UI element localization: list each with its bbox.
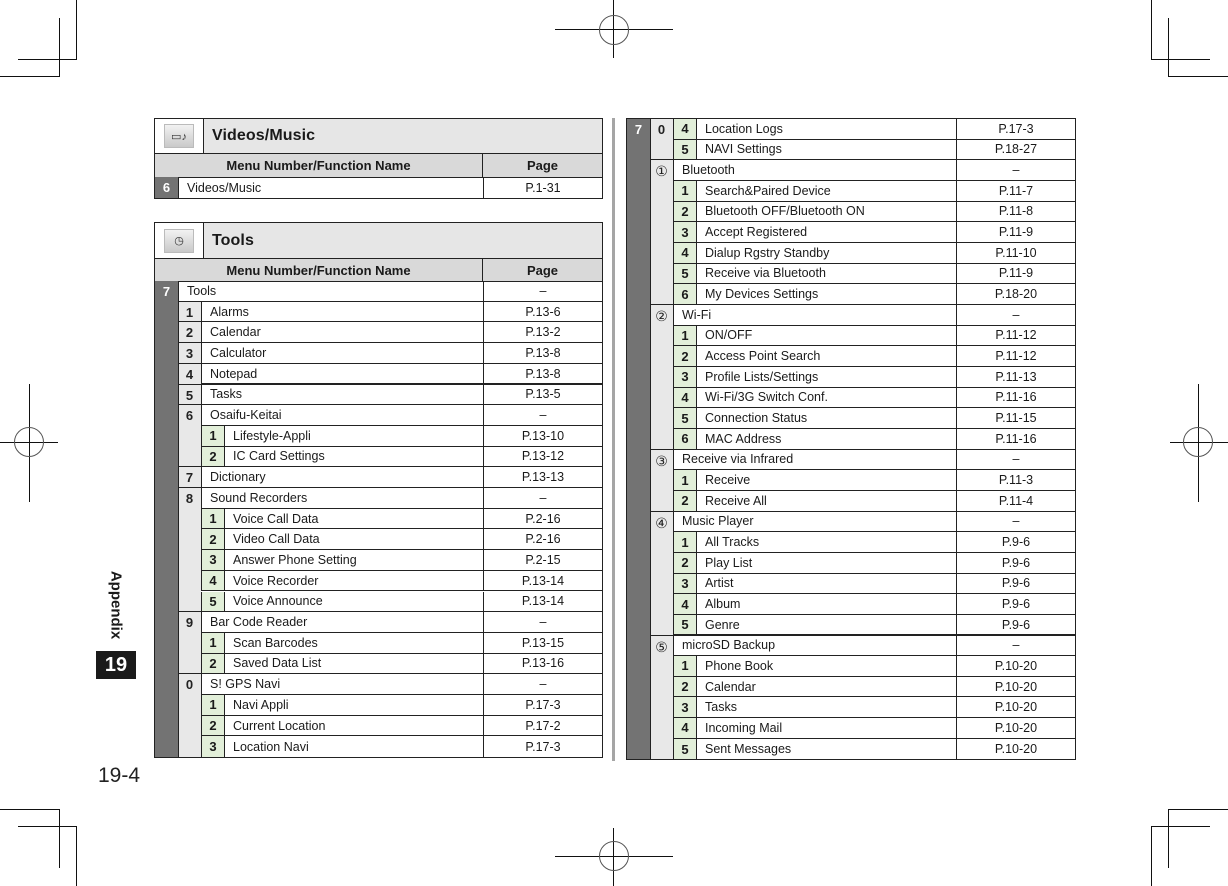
- table-row: [201, 716, 602, 737]
- submenu-number: 4: [201, 571, 224, 592]
- function-name: Calendar: [201, 322, 483, 343]
- function-name: Search&Paired Device: [696, 181, 956, 202]
- function-name: Video Call Data: [224, 529, 483, 550]
- submenu-number: 3: [201, 736, 224, 757]
- table-row: [201, 385, 602, 406]
- function-name: Receive All: [696, 491, 956, 512]
- function-name: Osaifu-Keitai: [201, 405, 483, 426]
- menu-number: ③: [655, 452, 668, 469]
- submenu-number: 1: [673, 656, 696, 677]
- tools-table: [154, 281, 603, 758]
- page-ref: P.18-27: [956, 140, 1075, 161]
- table-row: [201, 447, 602, 468]
- function-name: Album: [696, 594, 956, 615]
- function-name: Bluetooth: [673, 160, 956, 181]
- table-row: [201, 571, 602, 592]
- page-ref: P.11-4: [956, 491, 1075, 512]
- table-row: [201, 467, 602, 488]
- submenu-number: 3: [673, 574, 696, 595]
- function-name: Receive via Bluetooth: [696, 264, 956, 285]
- menu-number: ④: [655, 514, 668, 531]
- function-name: Tasks: [201, 385, 483, 406]
- function-name: Wi-Fi: [673, 305, 956, 326]
- table-row: [673, 553, 1075, 574]
- clock-icon: ◷: [164, 229, 194, 253]
- menu-number: 6: [185, 408, 194, 424]
- function-name: Answer Phone Setting: [224, 550, 483, 571]
- page-ref: P.11-7: [956, 181, 1075, 202]
- function-name: Current Location: [224, 716, 483, 737]
- table-row: [201, 405, 602, 426]
- page-ref: –: [483, 674, 602, 695]
- table-row: [201, 654, 602, 675]
- submenu-number: 6: [673, 429, 696, 450]
- submenu-number: 3: [673, 697, 696, 718]
- submenu-number: 1: [673, 470, 696, 491]
- column-header-row: [154, 259, 603, 282]
- submenu-number: 1: [673, 181, 696, 202]
- function-name: Sound Recorders: [201, 488, 483, 509]
- menu-number: 2: [185, 325, 194, 341]
- table-row: [673, 429, 1075, 450]
- page-ref: P.13-8: [483, 343, 602, 364]
- function-name: NAVI Settings: [696, 140, 956, 161]
- submenu-number: 3: [673, 367, 696, 388]
- page-ref: P.10-20: [956, 718, 1075, 739]
- function-name: Saved Data List: [224, 654, 483, 675]
- table-row: [673, 367, 1075, 388]
- function-name: Receive: [696, 470, 956, 491]
- table-row: [673, 677, 1075, 698]
- function-name: Navi Appli: [224, 695, 483, 716]
- table-row: [673, 119, 1075, 140]
- menu-number: 4: [185, 366, 194, 382]
- page-ref: P.11-12: [956, 326, 1075, 347]
- table-row: [201, 509, 602, 530]
- table-row: [673, 264, 1075, 285]
- submenu-number: 5: [673, 739, 696, 760]
- table-row: [201, 612, 602, 633]
- table-row: [201, 550, 602, 571]
- table-row: [201, 302, 602, 323]
- function-name: Alarms: [201, 302, 483, 323]
- table-row: [201, 633, 602, 654]
- page-ref: P.11-13: [956, 367, 1075, 388]
- submenu-number: 3: [673, 222, 696, 243]
- page-ref: P.18-20: [956, 284, 1075, 305]
- page-ref: –: [956, 512, 1075, 533]
- submenu-number: 4: [673, 243, 696, 264]
- video-music-icon: ▭♪: [164, 124, 194, 148]
- page-ref: P.13-14: [483, 571, 602, 592]
- submenu-number: 6: [673, 284, 696, 305]
- table-row: [201, 364, 602, 385]
- page-ref: P.11-10: [956, 243, 1075, 264]
- menu-number: 7: [185, 470, 194, 486]
- table-row: [673, 243, 1075, 264]
- table-row: [673, 718, 1075, 739]
- table-row: [673, 532, 1075, 553]
- function-name: Artist: [696, 574, 956, 595]
- submenu-number: 2: [673, 553, 696, 574]
- page-ref: P.13-12: [483, 447, 602, 468]
- page-ref: –: [956, 160, 1075, 181]
- page-ref: P.10-20: [956, 739, 1075, 760]
- submenu-number: 1: [201, 509, 224, 530]
- section-header-tools: [154, 222, 603, 259]
- function-name: Play List: [696, 553, 956, 574]
- function-name: Calculator: [201, 343, 483, 364]
- table-row: [673, 574, 1075, 595]
- page-ref: P.11-16: [956, 429, 1075, 450]
- page-ref: P.2-15: [483, 550, 602, 571]
- submenu-number: 2: [673, 346, 696, 367]
- table-row: [673, 388, 1075, 409]
- function-name: Scan Barcodes: [224, 633, 483, 654]
- function-name: My Devices Settings: [696, 284, 956, 305]
- function-name: Profile Lists/Settings: [696, 367, 956, 388]
- function-name: Access Point Search: [696, 346, 956, 367]
- function-name: Voice Announce: [224, 592, 483, 613]
- table-row: [201, 529, 602, 550]
- menu-number: 7: [634, 122, 643, 137]
- page-ref: P.11-3: [956, 470, 1075, 491]
- section-title: Videos/Music: [212, 127, 316, 144]
- page-ref: –: [483, 281, 602, 302]
- table-row: [673, 160, 1075, 181]
- function-name: microSD Backup: [673, 636, 956, 657]
- submenu-number: 1: [673, 326, 696, 347]
- menu-number: 7: [162, 284, 171, 299]
- submenu-number: 2: [673, 677, 696, 698]
- submenu-number: 4: [673, 388, 696, 409]
- submenu-number: 2: [201, 654, 224, 675]
- submenu-number: 1: [201, 426, 224, 447]
- level1-bar: [627, 119, 650, 759]
- page-ref: –: [956, 450, 1075, 471]
- function-name: Tasks: [696, 697, 956, 718]
- page-ref: P.9-6: [956, 615, 1075, 636]
- function-name: Connection Status: [696, 408, 956, 429]
- table-row: [673, 408, 1075, 429]
- submenu-number: 3: [201, 550, 224, 571]
- page-ref: P.11-9: [956, 222, 1075, 243]
- page-ref: P.17-3: [956, 119, 1075, 140]
- table-row: [673, 615, 1075, 636]
- function-name: Tools: [178, 281, 483, 302]
- function-name: Wi-Fi/3G Switch Conf.: [696, 388, 956, 409]
- page-ref: P.11-12: [956, 346, 1075, 367]
- submenu-number: 2: [201, 716, 224, 737]
- column-divider: [612, 118, 615, 761]
- page-ref: P.11-8: [956, 202, 1075, 223]
- table-row: [673, 284, 1075, 305]
- table-row: [673, 636, 1075, 657]
- page-ref: P.13-5: [483, 385, 602, 406]
- function-name: Notepad: [201, 364, 483, 385]
- table-row: [673, 594, 1075, 615]
- chapter-number-tab: 19: [96, 651, 136, 679]
- submenu-number: 5: [673, 140, 696, 161]
- submenu-number: 5: [673, 264, 696, 285]
- page-ref: –: [956, 636, 1075, 657]
- page-ref: P.9-6: [956, 574, 1075, 595]
- page-ref: P.13-15: [483, 633, 602, 654]
- submenu-number: 4: [673, 718, 696, 739]
- page-ref: –: [483, 488, 602, 509]
- page-ref: P.2-16: [483, 509, 602, 530]
- submenu-number: 4: [673, 119, 696, 140]
- page-ref: –: [956, 305, 1075, 326]
- page-ref: P.13-2: [483, 322, 602, 343]
- submenu-number: 2: [201, 447, 224, 468]
- page-ref: P.17-3: [483, 695, 602, 716]
- page-ref: P.10-20: [956, 656, 1075, 677]
- page-ref: P.13-8: [483, 364, 602, 385]
- tools-continued-table: [626, 118, 1076, 760]
- table-row: [673, 491, 1075, 512]
- function-name: S! GPS Navi: [201, 674, 483, 695]
- menu-number: 5: [185, 387, 194, 403]
- submenu-number: 5: [673, 615, 696, 636]
- table-row: [673, 739, 1075, 760]
- table-row: [155, 177, 602, 198]
- submenu-number: 1: [673, 532, 696, 553]
- page-ref: P.11-16: [956, 388, 1075, 409]
- table-row: [673, 305, 1075, 326]
- function-name: Bar Code Reader: [201, 612, 483, 633]
- function-name: All Tracks: [696, 532, 956, 553]
- videos-music-table: [154, 177, 603, 199]
- table-row: [673, 202, 1075, 223]
- level2-group: [650, 160, 673, 305]
- page-ref: P.10-20: [956, 677, 1075, 698]
- table-row: [201, 426, 602, 447]
- table-row: [673, 222, 1075, 243]
- page-ref: P.1-31: [483, 177, 602, 198]
- page-ref: P.10-20: [956, 697, 1075, 718]
- table-row: [201, 592, 602, 613]
- table-row: [673, 470, 1075, 491]
- table-row: [673, 450, 1075, 471]
- level1-bar: [155, 281, 178, 757]
- function-name: Calendar: [696, 677, 956, 698]
- function-name: Videos/Music: [178, 177, 483, 198]
- chapter-label: Appendix: [107, 570, 125, 640]
- table-row: [673, 697, 1075, 718]
- page-ref: P.9-6: [956, 594, 1075, 615]
- page-ref: P.2-16: [483, 529, 602, 550]
- page-ref: P.11-9: [956, 264, 1075, 285]
- function-name: ON/OFF: [696, 326, 956, 347]
- submenu-number: 2: [673, 202, 696, 223]
- table-row: [178, 281, 602, 302]
- menu-number: 9: [185, 615, 194, 631]
- table-row: [201, 488, 602, 509]
- page-ref: P.9-6: [956, 553, 1075, 574]
- function-name: Music Player: [673, 512, 956, 533]
- menu-number: 8: [185, 491, 194, 506]
- function-name: Phone Book: [696, 656, 956, 677]
- table-row: [201, 674, 602, 695]
- column-header-page: Page: [526, 158, 559, 173]
- page-ref: –: [483, 405, 602, 426]
- table-row: [673, 512, 1075, 533]
- page-ref: P.13-14: [483, 592, 602, 613]
- function-name: Receive via Infrared: [673, 450, 956, 471]
- column-header-name: Menu Number/Function Name: [155, 259, 483, 281]
- table-row: [201, 736, 602, 757]
- menu-number: 0: [657, 122, 666, 137]
- function-name: Voice Recorder: [224, 571, 483, 592]
- submenu-number: 4: [673, 594, 696, 615]
- submenu-number: 2: [673, 491, 696, 512]
- table-row: [201, 695, 602, 716]
- table-row: [673, 346, 1075, 367]
- function-name: Lifestyle-Appli: [224, 426, 483, 447]
- function-name: Voice Call Data: [224, 509, 483, 530]
- function-name: Dictionary: [201, 467, 483, 488]
- page-ref: P.13-10: [483, 426, 602, 447]
- table-row: [673, 181, 1075, 202]
- table-row: [673, 140, 1075, 161]
- menu-number: 1: [185, 304, 194, 320]
- submenu-number: 1: [201, 695, 224, 716]
- column-header-row: [154, 154, 603, 178]
- function-name: MAC Address: [696, 429, 956, 450]
- page-ref: P.17-3: [483, 736, 602, 757]
- page-ref: P.13-6: [483, 302, 602, 323]
- table-row: [201, 322, 602, 343]
- menu-number: ①: [655, 163, 668, 180]
- page-ref: –: [483, 612, 602, 633]
- function-name: IC Card Settings: [224, 447, 483, 468]
- table-row: [673, 656, 1075, 677]
- table-row: [201, 343, 602, 364]
- column-header-page: Page: [526, 263, 559, 278]
- function-name: Location Logs: [696, 119, 956, 140]
- section-header-videos-music: [154, 118, 603, 154]
- function-name: Genre: [696, 615, 956, 636]
- section-title: Tools: [212, 231, 254, 249]
- level2-group: [178, 488, 201, 612]
- function-name: Dialup Rgstry Standby: [696, 243, 956, 264]
- table-row: [673, 326, 1075, 347]
- menu-number: 6: [155, 177, 178, 198]
- page-ref: P.13-16: [483, 654, 602, 675]
- submenu-number: 5: [673, 408, 696, 429]
- page-number: 19-4: [98, 764, 141, 787]
- submenu-number: 2: [201, 529, 224, 550]
- menu-number: 0: [185, 677, 194, 693]
- submenu-number: 1: [201, 633, 224, 654]
- page-ref: P.9-6: [956, 532, 1075, 553]
- menu-number: 3: [185, 346, 194, 362]
- menu-number: ⑤: [655, 638, 668, 655]
- function-name: Sent Messages: [696, 739, 956, 760]
- page-ref: P.13-13: [483, 467, 602, 488]
- column-header-name: Menu Number/Function Name: [155, 154, 483, 177]
- page-ref: P.17-2: [483, 716, 602, 737]
- menu-number: ②: [655, 307, 668, 324]
- row-divider: [178, 301, 602, 302]
- submenu-number: 5: [201, 592, 224, 613]
- level2-group: [650, 305, 673, 450]
- function-name: Bluetooth OFF/Bluetooth ON: [696, 202, 956, 223]
- page-ref: P.11-15: [956, 408, 1075, 429]
- function-name: Incoming Mail: [696, 718, 956, 739]
- function-name: Location Navi: [224, 736, 483, 757]
- function-name: Accept Registered: [696, 222, 956, 243]
